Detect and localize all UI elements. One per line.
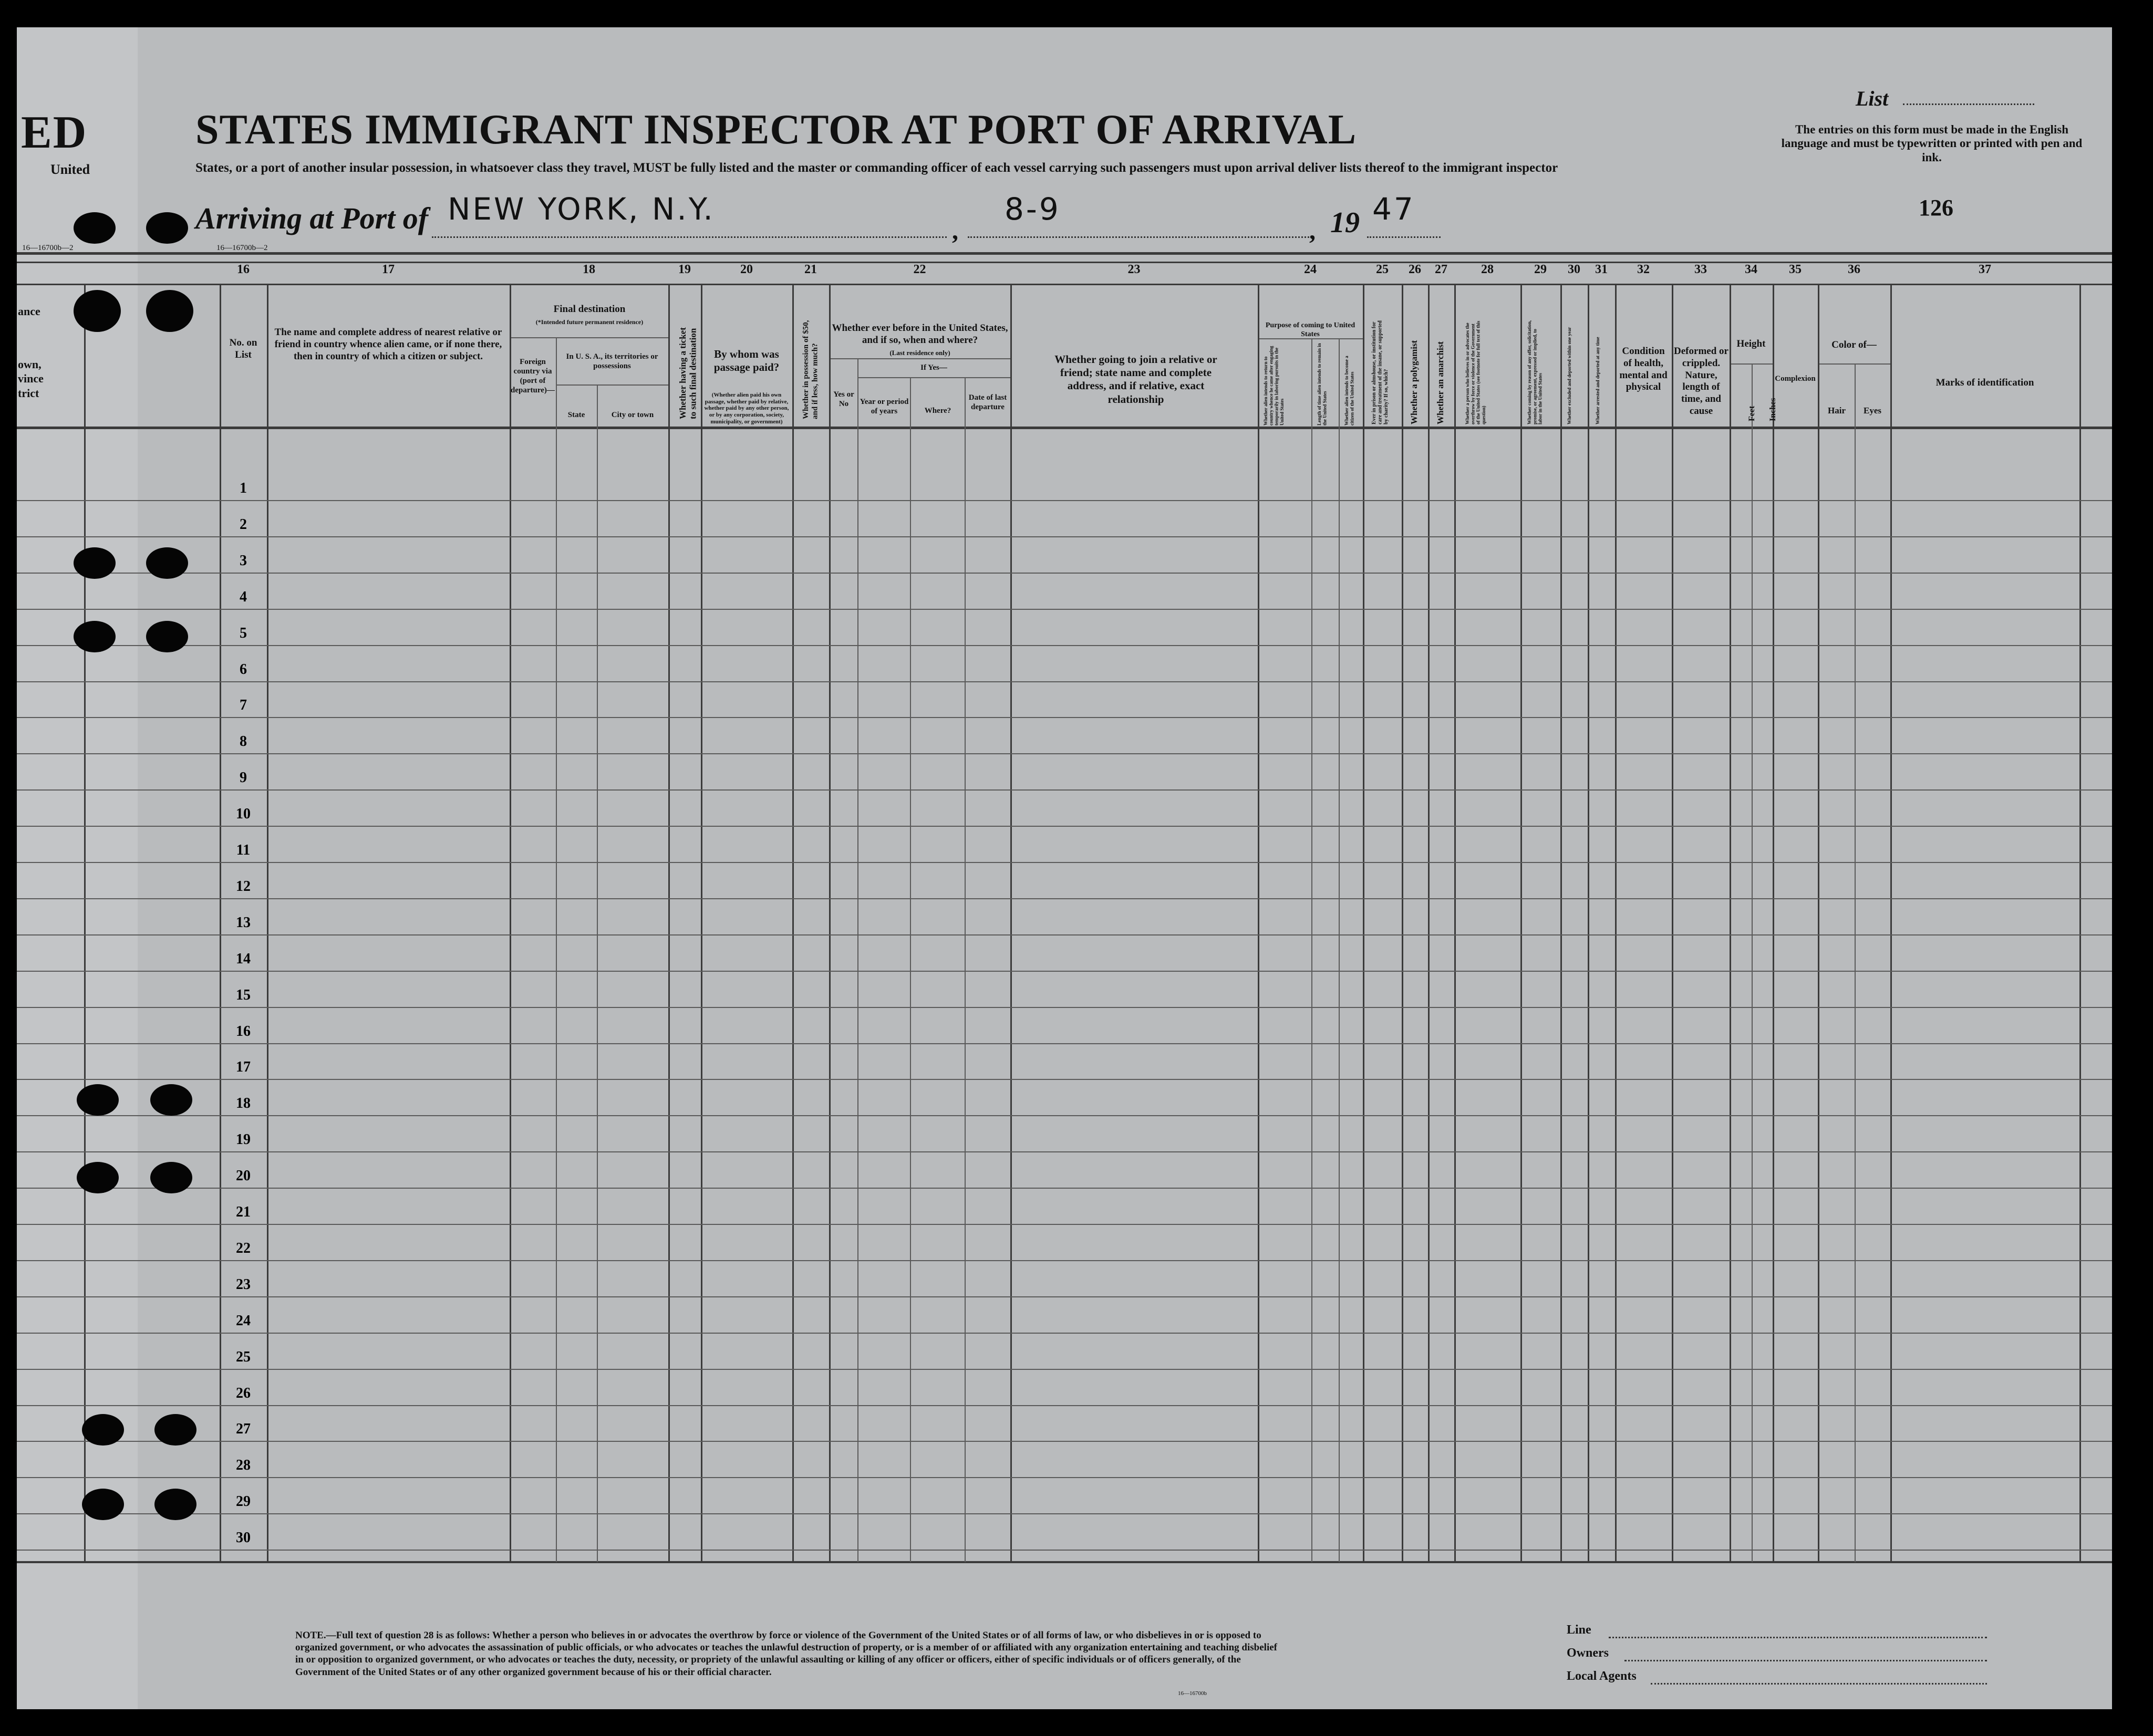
column-rule (1428, 284, 1430, 1562)
c29-header: Whether coming by reason of any offer, solicitation, promise, or agreement, expressed or implied, to labor in the United States (1527, 320, 1543, 424)
c18-usa: In U. S. A., its territories or possessions (566, 352, 658, 370)
c18-state: State (567, 411, 585, 419)
col-num-31: 31 (1595, 263, 1608, 276)
column-rule (510, 284, 511, 1562)
c20-subheader: (Whether alien paid his own passage, whether paid by relative, whether paid by any other person, or by any corporation, society, municipality, or government) (704, 392, 789, 425)
punch-hole (154, 1414, 196, 1446)
column-rule (1258, 284, 1259, 1562)
c24-c: Whether alien intends to become a citizen of the United States (1344, 356, 1355, 425)
column-rule (1672, 284, 1673, 1562)
col-num-25: 25 (1376, 263, 1389, 276)
row-number: 12 (236, 878, 251, 895)
col-num-33: 33 (1694, 263, 1707, 276)
row-number: 29 (236, 1493, 251, 1510)
c25-header: Ever in prison or almshouse, or institution for care and treatment of the insane, or supported by charity? If so, which? (1371, 320, 1389, 424)
row-rule (17, 971, 2112, 972)
c24-a: Whether alien intends to return to country whence he came after engaging temporarily in laboring pursuits in the United States (1263, 346, 1285, 425)
col-num-29: 29 (1534, 263, 1547, 276)
col-num-36: 36 (1848, 263, 1860, 276)
row-rule (17, 1369, 2112, 1370)
col-num-22: 22 (913, 263, 926, 276)
row-rule (17, 1115, 2112, 1116)
col-num-23: 23 (1127, 263, 1141, 276)
row-number: 18 (236, 1095, 251, 1112)
page-title: STATES IMMIGRANT INSPECTOR AT PORT OF ARRIVAL (195, 107, 1357, 153)
c34-header: Height (1736, 338, 1766, 349)
date-handwritten: 8-9 (1005, 191, 1061, 227)
form-code-left: 16—16700b—2 (22, 244, 74, 252)
row-number: 22 (236, 1240, 251, 1256)
c22-yes-no: Yes or No (833, 390, 854, 408)
left-subtitle-fragment: United (50, 162, 90, 177)
row-rule (17, 862, 2112, 863)
left-margin-strip (17, 27, 138, 1709)
year-handwritten: 47 (1372, 191, 1415, 227)
column-rule (1402, 284, 1403, 1562)
column-rule (1615, 284, 1617, 1562)
comma-1: , (952, 217, 958, 245)
c18-sub-rule (510, 337, 668, 338)
col-num-37: 37 (1979, 263, 1991, 276)
row-number: 24 (236, 1312, 251, 1329)
agents-label: Local Agents (1567, 1669, 1637, 1683)
c24-b: Length of time alien intends to remain in the United States (1317, 343, 1328, 425)
c22-if-yes: If Yes— (920, 363, 947, 372)
row-number: 14 (236, 950, 251, 967)
row-rule (17, 1188, 2112, 1189)
row-rule (17, 1296, 2112, 1297)
sub-column-rule (1752, 363, 1753, 1562)
column-rule (1818, 284, 1819, 1562)
row-number: 1 (240, 480, 247, 496)
row-rule (17, 1405, 2112, 1406)
row-rule (17, 1441, 2112, 1442)
row-rule (17, 1043, 2112, 1044)
punch-hole (82, 1489, 124, 1520)
sub-column-rule (556, 337, 557, 1562)
row-rule (17, 1079, 2112, 1080)
row-rule (17, 717, 2112, 718)
page-subtitle: States, or a port of another insular possession, in whatsoever class they travel, MUST be fully listed and the master or commanding officer of each vessel carrying such passengers must upon arrival deliver lists thereof to the immigrant inspector (195, 161, 1558, 175)
row-rule (17, 1333, 2112, 1334)
c34-inches: Inches (1768, 398, 1777, 421)
col-num-16: 16 (237, 263, 250, 276)
header-top-rule (17, 284, 2112, 285)
row-rule (17, 1151, 2112, 1152)
column-rule (1588, 284, 1589, 1562)
year-printed: 19 (1330, 206, 1360, 239)
footnote: NOTE.—Full text of question 28 is as follows: Whether a person who believes in or advocates the overthrow by force or violence of the Government of the United States or of all forms of law, or who disbelieves in or is opposed to organized government, or who advocates the assassination of public officials, or who advocates or teaches the unlawful destruction of property, or is a member of or affiliated with any organization entertaining and teaching disbelief in or opposition to organized government, or who advocates or teaches the duty, necessity, or propriety of the unlawful assaulting or killing of any officer or officers, either of specific individuals or of officers generally, of the Government of the United States or of any other organized government because of his or their official character. (295, 1630, 1277, 1678)
column-rule (1730, 284, 1731, 1562)
row-number: 20 (236, 1168, 251, 1184)
c31-header: Whether arrested and deported at any time (1595, 337, 1600, 424)
left-fragment-d: trict (18, 387, 39, 400)
table-bottom-rule (17, 1561, 2112, 1563)
col-num-30: 30 (1568, 263, 1580, 276)
row-rule (17, 1477, 2112, 1478)
row-number: 10 (236, 806, 251, 823)
row-number: 30 (236, 1530, 251, 1546)
row-rule (17, 681, 2112, 682)
row-number: 13 (236, 914, 251, 931)
c22-where: Where? (924, 407, 951, 415)
row-number: 9 (240, 770, 247, 786)
column-rule (1773, 284, 1774, 1562)
c17-header: The name and complete address of nearest relative or friend in country whence alien came, or if none there, then in country of which a citizen or subject. (274, 327, 502, 362)
column-rule (701, 284, 702, 1562)
punch-hole (77, 1162, 119, 1193)
col-num-19: 19 (678, 263, 691, 276)
row-rule (17, 753, 2112, 754)
row-rule (17, 1007, 2112, 1008)
left-title-fragment: ED (21, 107, 88, 158)
column-rule (267, 284, 268, 1562)
col-num-17: 17 (382, 263, 395, 276)
row-number: 25 (236, 1348, 251, 1365)
row-number: 17 (236, 1059, 251, 1076)
row-number: 2 (240, 516, 247, 533)
row-rule (17, 1224, 2112, 1225)
row-rule (17, 826, 2112, 827)
punch-hole (74, 547, 116, 579)
row-number: 8 (240, 733, 247, 750)
row-rule (17, 934, 2112, 935)
column-rule (1890, 284, 1892, 1562)
row-number: 6 (240, 661, 247, 678)
col-num-32: 32 (1637, 263, 1650, 276)
c18-subheader: (*Intended future permanent residence) (535, 318, 644, 326)
c21-header: Whether in possession of $50, and if less, how much? (802, 320, 820, 419)
column-rule (668, 284, 670, 1562)
c22-sub-rule (829, 358, 1010, 359)
punch-hole (74, 212, 116, 244)
column-rule (1363, 284, 1364, 1562)
punch-hole (150, 1084, 192, 1116)
row-rule (17, 1513, 2112, 1514)
c34-sub-rule (1730, 363, 1773, 365)
left-fragment-c: vince (18, 372, 44, 385)
row-number: 23 (236, 1276, 251, 1293)
col-num-35: 35 (1789, 263, 1802, 276)
sub-column-rule (910, 377, 911, 1562)
manifest-sheet (17, 27, 2112, 1709)
port-dotted-line (432, 236, 947, 238)
row-number: 5 (240, 625, 247, 641)
arriving-label: Arriving at Port of (195, 201, 429, 235)
owners-label: Owners (1567, 1646, 1609, 1660)
port-handwritten: NEW YORK, N.Y. (448, 191, 715, 227)
c22-date: Date of last departure (968, 393, 1007, 411)
c24-header: Purpose of coming to United States (1265, 321, 1355, 338)
c19-header: Whether having a ticket to such final destination (678, 327, 698, 419)
col-num-34: 34 (1745, 263, 1757, 276)
c26-header: Whether a polygamist (1409, 340, 1419, 424)
col-num-28: 28 (1481, 263, 1494, 276)
column-rule (792, 284, 794, 1562)
row-rule (17, 500, 2112, 501)
c18-usa-rule (556, 384, 668, 386)
date-dotted-line (968, 236, 1309, 238)
c30-header: Whether excluded and deported within one year (1567, 327, 1572, 424)
column-rule (84, 284, 86, 1562)
row-rule (17, 609, 2112, 610)
line-dotted-line (1609, 1637, 1987, 1638)
c18-foreign: Foreign country via (port of departure)— (511, 358, 555, 394)
sub-column-rule (1855, 363, 1856, 1562)
row-rule (17, 789, 2112, 791)
c34-feet: Feet (1747, 406, 1756, 421)
footer-form-code: 16—16700b (1178, 1690, 1207, 1697)
year-dotted-line (1367, 236, 1441, 238)
c32-header: Condition of health, mental and physical (1619, 346, 1668, 393)
column-rule (1454, 284, 1456, 1562)
col-num-24: 24 (1304, 263, 1317, 276)
column-rule (1520, 284, 1522, 1562)
c20-header: By whom was passage paid? (713, 348, 780, 374)
column-rule (1010, 284, 1012, 1562)
row-number: 28 (236, 1457, 251, 1474)
col-num-27: 27 (1435, 263, 1447, 276)
c22-year: Year or period of years (860, 398, 909, 415)
row-number: 7 (240, 697, 247, 714)
col-num-18: 18 (583, 263, 595, 276)
row-number: 15 (236, 986, 251, 1003)
row-number: 3 (240, 552, 247, 569)
c36-hair: Hair (1828, 406, 1846, 415)
c22-header: Whether ever before in the United States, and if so, when and where? (832, 323, 1008, 346)
row-number: 16 (236, 1023, 251, 1039)
col-num-20: 20 (740, 263, 753, 276)
punch-hole (146, 621, 188, 652)
row-rule (17, 645, 2112, 646)
sub-column-rule (965, 377, 966, 1562)
punch-hole (150, 1162, 192, 1193)
sub-column-rule (857, 358, 858, 1562)
row-rule (17, 1550, 2112, 1551)
c27-header: Whether an anarchist (1435, 341, 1445, 424)
punch-hole (74, 621, 116, 652)
punch-hole (146, 212, 188, 244)
list-label: List (1856, 87, 1889, 110)
c22-subheader: (Last residence only) (889, 349, 950, 357)
row-number: 11 (236, 842, 251, 858)
row-number: 27 (236, 1421, 251, 1438)
row-number: 4 (240, 588, 247, 605)
c22-ifyes-rule (857, 377, 1010, 378)
c36-eyes: Eyes (1864, 406, 1881, 415)
punch-hole (82, 1414, 124, 1446)
c36-header: Color of— (1831, 339, 1877, 350)
list-dotted-line (1903, 103, 2034, 105)
c36-sub-rule (1818, 363, 1890, 365)
row-number: 21 (236, 1204, 251, 1220)
sub-column-rule (1339, 338, 1340, 1562)
left-fragment-a: ance (18, 305, 40, 318)
sub-column-rule (1311, 338, 1312, 1562)
row-number: 19 (236, 1131, 251, 1148)
agents-dotted-line (1651, 1683, 1987, 1685)
row-rule (17, 536, 2112, 537)
form-notice: The entries on this form must be made in the English language and must be typewritten or printed with pen and ink. (1781, 123, 2083, 164)
row-rule (17, 573, 2112, 574)
page-number: 126 (1919, 195, 1953, 221)
column-rule (829, 284, 831, 1562)
comma-2: , (1309, 217, 1316, 245)
c33-header: Deformed or crippled. Nature, length of time, and cause (1674, 346, 1728, 417)
c18-header: Final destination (553, 304, 626, 315)
sub-column-rule (597, 384, 598, 1562)
punch-hole (74, 290, 121, 332)
c28-header: Whether a person who believes in or advocates the overthrow by force or violence of the Government of the United States (see footnote for full text of this question) (1465, 320, 1487, 424)
column-rule (1560, 284, 1562, 1562)
form-code-top: 16—16700b—2 (216, 244, 268, 252)
c23-header: Whether going to join a relative or friend; state name and complete address, and if relative, exact relationship (1054, 353, 1217, 406)
table-top-rule (17, 252, 2112, 255)
row-number: 26 (236, 1385, 251, 1401)
header-bottom-rule (17, 427, 2112, 429)
line-label: Line (1567, 1623, 1591, 1637)
col-num-26: 26 (1409, 263, 1421, 276)
column-rule (2079, 284, 2081, 1562)
punch-hole (154, 1489, 196, 1520)
c16-header: No. on List (229, 337, 257, 360)
col-num-21: 21 (804, 263, 817, 276)
c18-city: City or town (611, 411, 654, 419)
punch-hole (77, 1084, 119, 1116)
punch-hole (146, 290, 193, 332)
punch-hole (146, 547, 188, 579)
left-fragment-b: own, (18, 358, 42, 371)
row-rule (17, 898, 2112, 899)
row-rule (17, 1260, 2112, 1261)
owners-dotted-line (1624, 1660, 1987, 1661)
c35-header: Complexion (1775, 375, 1816, 383)
c37-header: Marks of identification (1935, 377, 2034, 388)
